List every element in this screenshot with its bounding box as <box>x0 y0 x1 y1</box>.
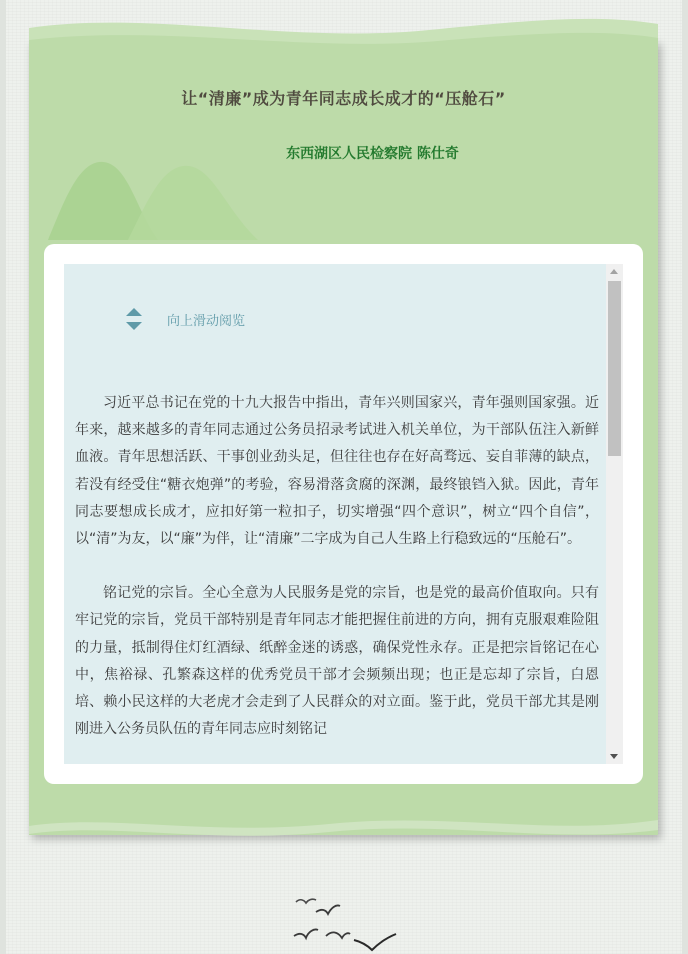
article-author: 东西湖区人民检察院 陈仕奇 <box>286 146 459 162</box>
paragraph: 习近平总书记在党的十九大报告中指出，青年兴则国家兴，青年强则国家强。近年来，越来越多的青年同志通过公务员招录考试进入机关单位，为干部队伍注入新鲜血液。青年思想活跃、干事创业劲头足，但往往也存在好高骛远、妄自菲薄的缺点，若没有经受住“糖衣炮弹”的考验，容易滑落贪腐的深渊，最终锒铛入狱。因此，青年同志要想成长成才，应扣好第一粒扣子，切实增强“四个意识”，树立“四个自信”，以“清”为友，以“廉”为伴，让“清廉”二字成为自己人生路上行稳致远的“压舱石”。 <box>75 395 599 548</box>
scroll-hint <box>123 306 245 332</box>
scroll-hint-text: 向上滑动阅览 <box>167 313 246 329</box>
up-down-arrows-icon <box>123 306 145 332</box>
vertical-scrollbar[interactable] <box>606 264 623 764</box>
article-title: 让“清廉”成为青年同志成长成才的“压舱石” <box>181 89 506 108</box>
scroll-down-arrow-icon[interactable] <box>610 754 618 759</box>
paragraph: 铭记党的宗旨。全心全意为人民服务是党的宗旨，也是党的最高价值取向。只有牢记党的宗旨，党员干部特别是青年同志才能把握住前进的方向，拥有克服艰难险阻的力量，抵制得住灯红酒绿、纸醉金迷的诱惑，确保党性永存。正是把宗旨铭记在心中，焦裕禄、孔繁森这样的优秀党员干部才会频频出现；也正是忘却了宗旨，白恩培、赖小民这样的大老虎才会走到了人民群众的对立面。鉴于此，党员干部尤其是刚刚进入公务员队伍的青年同志应时刻铭记 <box>75 585 599 738</box>
bottom-wave-decoration <box>29 790 658 845</box>
right-edge <box>682 0 688 954</box>
scrollbar-thumb[interactable] <box>608 281 621 456</box>
top-wave-decoration <box>29 10 658 70</box>
flying-birds-icon <box>288 888 398 954</box>
mountains-icon <box>48 150 258 240</box>
scroll-up-arrow-icon[interactable] <box>610 269 618 274</box>
left-edge <box>0 0 6 954</box>
article-body <box>75 390 599 764</box>
scroll-panel[interactable] <box>64 264 623 764</box>
